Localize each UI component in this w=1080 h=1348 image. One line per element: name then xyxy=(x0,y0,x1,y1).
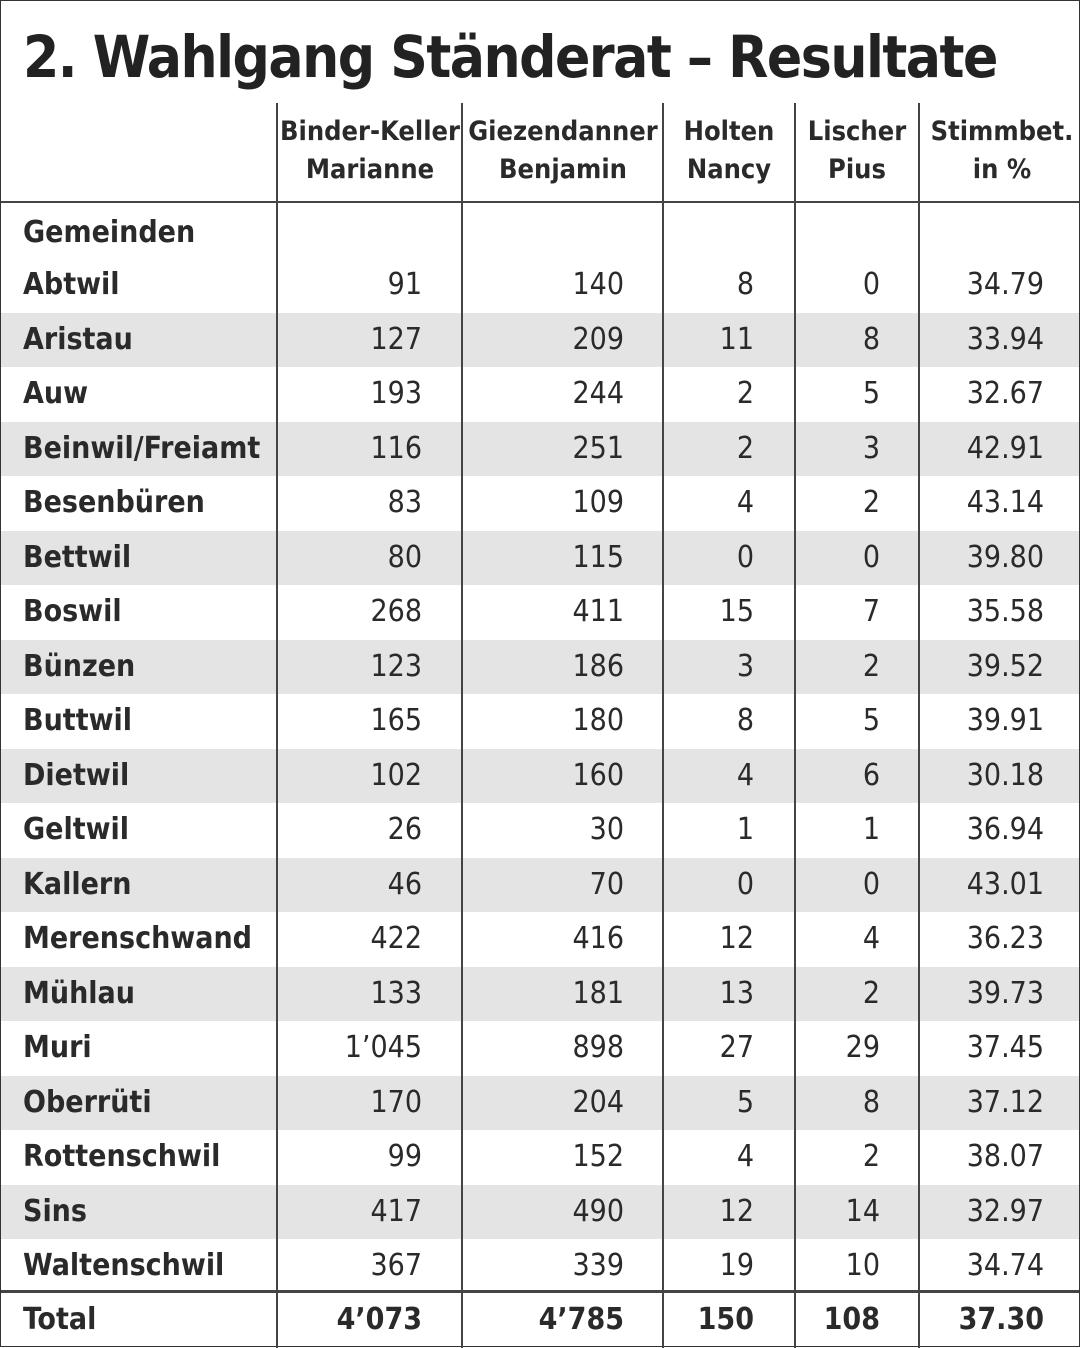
vote-count: 2 xyxy=(862,1139,880,1174)
municipality-name: Aristau xyxy=(23,321,133,357)
vote-count: 46 xyxy=(387,866,422,902)
vote-count: 29 xyxy=(845,1030,880,1065)
vote-count: 2 xyxy=(862,975,880,1011)
vote-count: 116 xyxy=(370,430,422,466)
municipality-name: Oberrüti xyxy=(23,1084,152,1120)
vote-count: 416 xyxy=(572,921,624,956)
vote-count: 12 xyxy=(719,921,754,956)
total-value: 108 xyxy=(823,1302,880,1337)
vote-count: 37.12 xyxy=(966,1084,1044,1120)
vote-count: 39.52 xyxy=(966,648,1044,684)
vote-count: 251 xyxy=(572,430,624,466)
total-label: Total xyxy=(23,1302,97,1337)
vote-count: 36.94 xyxy=(966,812,1044,847)
vote-count: 10 xyxy=(845,1248,880,1283)
municipality-name: Abtwil xyxy=(23,267,120,302)
vote-count: 4 xyxy=(736,1139,754,1174)
vote-count: 13 xyxy=(719,975,754,1011)
municipality-name: Geltwil xyxy=(23,812,130,847)
total-value: 4’073 xyxy=(336,1302,422,1337)
municipality-name: Bünzen xyxy=(23,648,136,684)
vote-count: 422 xyxy=(370,921,422,956)
vote-count: 42.91 xyxy=(966,430,1044,466)
vote-count: 165 xyxy=(370,703,422,738)
vote-count: 160 xyxy=(572,757,624,793)
vote-count: 5 xyxy=(862,703,880,738)
column-header-line1: Lischer xyxy=(807,116,907,147)
vote-count: 39.91 xyxy=(966,703,1044,738)
vote-count: 1’045 xyxy=(344,1030,422,1065)
vote-count: 35.58 xyxy=(966,594,1044,629)
vote-count: 11 xyxy=(719,321,754,357)
vote-count: 34.79 xyxy=(966,267,1044,302)
vote-count: 268 xyxy=(370,594,422,629)
vote-count: 34.74 xyxy=(966,1248,1044,1283)
vote-count: 36.23 xyxy=(966,921,1044,956)
vote-count: 30 xyxy=(589,812,624,847)
municipality-name: Rottenschwil xyxy=(23,1139,221,1174)
vote-count: 102 xyxy=(370,757,422,793)
municipality-name: Auw xyxy=(23,376,89,411)
municipality-name: Boswil xyxy=(23,594,122,629)
vote-count: 39.73 xyxy=(966,975,1044,1011)
column-header xyxy=(902,113,1080,193)
vote-count: 133 xyxy=(370,975,422,1011)
vote-count: 244 xyxy=(572,376,624,411)
municipality-name: Dietwil xyxy=(23,757,130,793)
vote-count: 5 xyxy=(862,376,880,411)
vote-count: 8 xyxy=(736,703,754,738)
vote-count: 27 xyxy=(719,1030,754,1065)
section-label: Gemeinden xyxy=(23,214,196,250)
municipality-name: Sins xyxy=(23,1193,87,1229)
municipality-name: Waltenschwil xyxy=(23,1248,225,1283)
vote-count: 26 xyxy=(387,812,422,847)
vote-count: 209 xyxy=(572,321,624,357)
vote-count: 4 xyxy=(736,485,754,520)
vote-count: 7 xyxy=(862,594,880,629)
vote-count: 91 xyxy=(387,267,422,302)
vote-count: 32.97 xyxy=(966,1193,1044,1229)
vote-count: 14 xyxy=(845,1193,880,1229)
vote-count: 186 xyxy=(572,648,624,684)
vote-count: 70 xyxy=(589,866,624,902)
municipality-name: Kallern xyxy=(23,866,132,902)
vote-count: 38.07 xyxy=(966,1139,1044,1174)
vote-count: 2 xyxy=(862,648,880,684)
column-header-line1: Holten xyxy=(683,116,775,147)
page-title: 2. Wahlgang Ständerat – Resultate xyxy=(23,23,997,91)
vote-count: 19 xyxy=(719,1248,754,1283)
vote-count: 33.94 xyxy=(966,321,1044,357)
column-header-line1: Binder-Keller xyxy=(280,116,460,147)
vote-count: 490 xyxy=(572,1193,624,1229)
vote-count: 8 xyxy=(862,1084,880,1120)
vote-count: 127 xyxy=(370,321,422,357)
vote-count: 1 xyxy=(862,812,880,847)
vote-count: 39.80 xyxy=(966,539,1044,575)
vote-count: 204 xyxy=(572,1084,624,1120)
vote-count: 140 xyxy=(572,267,624,302)
vote-count: 170 xyxy=(370,1084,422,1120)
vote-count: 12 xyxy=(719,1193,754,1229)
vote-count: 3 xyxy=(862,430,880,466)
municipality-name: Buttwil xyxy=(23,703,133,738)
municipality-name: Mühlau xyxy=(23,975,135,1011)
vote-count: 3 xyxy=(736,648,754,684)
municipality-name: Merenschwand xyxy=(23,921,252,956)
column-header-line2: Nancy xyxy=(686,154,772,185)
vote-count: 83 xyxy=(387,485,422,520)
column-header-line2: Benjamin xyxy=(499,154,627,185)
column-header-line2: Pius xyxy=(828,154,886,185)
vote-count: 0 xyxy=(862,866,880,902)
vote-count: 15 xyxy=(719,594,754,629)
municipality-name: Besenbüren xyxy=(23,485,205,520)
total-value: 150 xyxy=(697,1302,754,1337)
vote-count: 32.67 xyxy=(966,376,1044,411)
vote-count: 193 xyxy=(370,376,422,411)
total-value: 4’785 xyxy=(538,1302,624,1337)
column-header-line1: Stimmbet. xyxy=(930,116,1074,147)
vote-count: 43.01 xyxy=(966,866,1044,902)
vote-count: 411 xyxy=(572,594,624,629)
column-header-line2: in % xyxy=(972,154,1032,185)
total-value: 37.30 xyxy=(958,1302,1044,1337)
vote-count: 2 xyxy=(862,485,880,520)
vote-count: 115 xyxy=(572,539,624,575)
vote-count: 43.14 xyxy=(966,485,1044,520)
column-header-line1: Giezendanner xyxy=(468,116,658,147)
vote-count: 4 xyxy=(736,757,754,793)
vote-count: 80 xyxy=(387,539,422,575)
vote-count: 4 xyxy=(862,921,880,956)
results-table xyxy=(1,103,1079,1348)
vote-count: 0 xyxy=(736,539,754,575)
vote-count: 0 xyxy=(862,267,880,302)
vote-count: 0 xyxy=(736,866,754,902)
municipality-name: Bettwil xyxy=(23,539,132,575)
vote-count: 417 xyxy=(370,1193,422,1229)
municipality-name: Beinwil/Freiamt xyxy=(23,430,261,466)
vote-count: 1 xyxy=(736,812,754,847)
vote-count: 367 xyxy=(370,1248,422,1283)
vote-count: 37.45 xyxy=(966,1030,1044,1065)
column-header xyxy=(270,113,470,193)
vote-count: 8 xyxy=(862,321,880,357)
vote-count: 152 xyxy=(572,1139,624,1174)
vote-count: 2 xyxy=(736,430,754,466)
vote-count: 898 xyxy=(572,1030,624,1065)
column-header-line2: Marianne xyxy=(305,154,435,185)
vote-count: 6 xyxy=(862,757,880,793)
vote-count: 109 xyxy=(572,485,624,520)
header-divider xyxy=(1,201,1079,203)
vote-count: 99 xyxy=(387,1139,422,1174)
vote-count: 2 xyxy=(736,376,754,411)
vote-count: 123 xyxy=(370,648,422,684)
vote-count: 339 xyxy=(572,1248,624,1283)
vote-count: 0 xyxy=(862,539,880,575)
vote-count: 180 xyxy=(572,703,624,738)
municipality-name: Muri xyxy=(23,1030,92,1065)
vote-count: 181 xyxy=(572,975,624,1011)
vote-count: 5 xyxy=(736,1084,754,1120)
vote-count: 8 xyxy=(736,267,754,302)
vote-count: 30.18 xyxy=(966,757,1044,793)
